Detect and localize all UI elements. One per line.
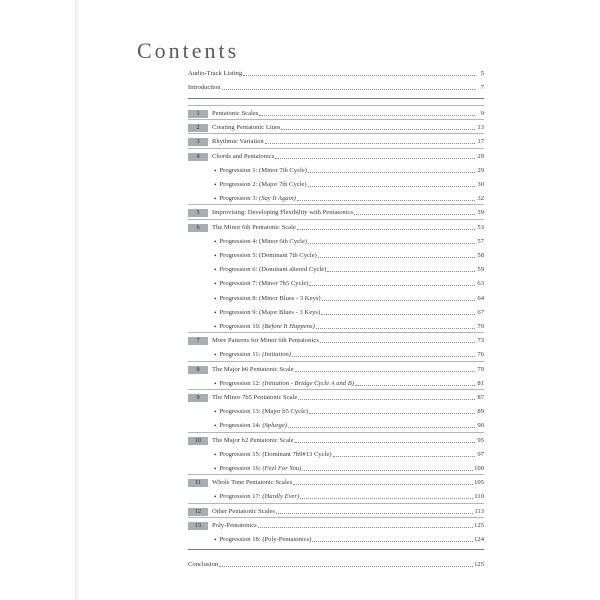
- bullet-icon: •: [214, 294, 217, 303]
- dot-leader: [219, 565, 473, 567]
- chapter-rule: [188, 119, 484, 120]
- chapter-number-badge: 3: [188, 138, 208, 146]
- page-number: 125: [474, 521, 484, 529]
- page-number: 90: [477, 422, 484, 430]
- chapter-number-badge: 11: [188, 479, 208, 487]
- toc-entry-progression[interactable]: [188, 248, 484, 260]
- dot-leader: [316, 327, 475, 329]
- toc-entry-progression[interactable]: [188, 447, 484, 459]
- toc-entry-progression[interactable]: [188, 376, 484, 388]
- entry-label: Other Pentatonic Scales: [212, 507, 275, 515]
- toc-entry-chapter[interactable]: [188, 504, 484, 516]
- dot-leader: [222, 88, 475, 90]
- page-number: 9: [480, 110, 484, 117]
- dot-leader: [288, 426, 475, 428]
- chapter-rule: [188, 361, 484, 362]
- chapter-number-badge: 2: [188, 124, 208, 132]
- toc-entry-progression[interactable]: [188, 404, 484, 416]
- page-number: 97: [477, 450, 484, 458]
- chapter-rule: [188, 105, 484, 106]
- entry-label: Pentatonic Scales: [212, 110, 259, 117]
- bullet-icon: •: [214, 237, 217, 246]
- chapter-number-badge: 5: [188, 209, 208, 217]
- page-number: 57: [477, 237, 484, 245]
- section-divider: [188, 549, 484, 550]
- dot-leader: [355, 384, 475, 386]
- chapter-rule: [188, 204, 484, 205]
- toc-entry-progression[interactable]: [188, 177, 484, 189]
- toc-entry-chapter[interactable]: [188, 475, 484, 487]
- entry-label-italic: (Say It Again): [259, 195, 296, 203]
- entry-label: Progression 12: (Initiation - Bridge Cycle A and B): [219, 379, 354, 387]
- dot-leader: [243, 74, 475, 76]
- bullet-icon: •: [214, 493, 217, 502]
- entry-label-italic: (Initiation): [262, 351, 292, 359]
- toc-entry-front-matter[interactable]: [188, 66, 484, 78]
- dot-leader: [298, 398, 475, 400]
- bullet-icon: •: [214, 252, 217, 260]
- chapter-rule: [188, 389, 484, 390]
- entry-label: Progression 17: (Hardly Ever): [219, 493, 300, 501]
- page-number: 76: [477, 351, 484, 359]
- toc-entry-chapter[interactable]: [188, 220, 484, 232]
- page-number: 73: [477, 337, 484, 345]
- entry-label: The Minor 6th Pentatonic Scale: [212, 223, 296, 231]
- toc-entry-back-matter[interactable]: [188, 557, 484, 569]
- page-number: 105: [474, 479, 484, 487]
- dot-leader: [333, 455, 475, 457]
- entry-label: Progression 1: (Minor 7th Cycle): [219, 166, 307, 174]
- dot-leader: [258, 526, 473, 528]
- toc-entry-chapter[interactable]: [188, 518, 484, 530]
- toc-entry-chapter[interactable]: [188, 333, 484, 345]
- page-number: 17: [477, 138, 484, 146]
- entry-label: Creating Pentatonic Lines: [212, 124, 281, 132]
- chapter-number-badge: 4: [188, 153, 208, 161]
- page-number: 67: [477, 308, 484, 316]
- dot-leader: [297, 228, 475, 230]
- entry-label: Progression 15: (Dominant 7b9#13 Cycle): [219, 450, 332, 458]
- dot-leader: [321, 313, 475, 315]
- toc-entry-progression[interactable]: [188, 319, 484, 331]
- entry-label: Progression 8: (Minor Blues - 3 Keys): [219, 294, 321, 302]
- dot-leader: [265, 142, 475, 144]
- dot-leader: [308, 171, 475, 173]
- entry-label: The Minor 7b5 Pentatonic Scale: [212, 394, 298, 401]
- page-number: 81: [477, 379, 484, 387]
- toc-entry-chapter[interactable]: [188, 106, 484, 118]
- chapter-number-badge: 12: [188, 508, 208, 516]
- page-number: 100: [474, 465, 484, 472]
- page-number: 95: [477, 436, 484, 444]
- entry-label: Whole Tone Pentatonic Scales: [212, 479, 293, 487]
- chapter-rule: [188, 133, 484, 134]
- chapter-number-badge: 8: [188, 366, 208, 374]
- toc-entry-progression[interactable]: [188, 305, 484, 317]
- dot-leader: [308, 185, 475, 187]
- page-number: 125: [474, 561, 484, 569]
- section-divider: [188, 98, 484, 99]
- page-number: 58: [477, 252, 484, 259]
- entry-label: Introduction: [188, 84, 221, 91]
- toc-entry-progression[interactable]: [188, 163, 484, 175]
- chapter-rule: [188, 219, 484, 220]
- dot-leader: [276, 512, 473, 514]
- dot-leader: [309, 284, 475, 286]
- entry-label: Progression 13: (Major b5 Cycle): [219, 408, 309, 416]
- page-number: 59: [477, 266, 484, 274]
- page-number: 79: [477, 365, 484, 373]
- toc-entry-chapter[interactable]: [188, 134, 484, 146]
- toc-entry-progression[interactable]: [188, 489, 484, 501]
- toc-entry-chapter[interactable]: [188, 120, 484, 132]
- toc-entry-progression[interactable]: [188, 347, 484, 359]
- dot-leader: [259, 114, 475, 116]
- entry-label: Progression 2: (Major 7th Cycle): [219, 181, 307, 188]
- bullet-icon: •: [214, 166, 217, 175]
- page-number: 63: [477, 280, 484, 288]
- bullet-icon: •: [214, 280, 217, 289]
- entry-label: More Patterns for Minor 6th Pentatonics: [212, 337, 319, 345]
- entry-label-italic: (Hardly Ever): [262, 493, 300, 501]
- toc-entry-progression[interactable]: [188, 291, 484, 303]
- toc-entry-chapter[interactable]: [188, 433, 484, 445]
- entry-label: Progression 5: (Dominant 7th Cycle): [219, 252, 317, 259]
- chapter-rule: [188, 517, 484, 518]
- dot-leader: [281, 128, 475, 130]
- entry-label: The Major b6 Pentatonic Scale: [212, 365, 294, 373]
- entry-label-italic: (Initiation - Bridge Cycle A and B): [262, 379, 354, 387]
- entry-label: Rhythmic Variation: [212, 138, 264, 146]
- dot-leader: [295, 441, 475, 443]
- chapter-rule: [188, 332, 484, 333]
- toc-entry-chapter[interactable]: [188, 390, 484, 402]
- toc-entry-progression[interactable]: [188, 276, 484, 288]
- page-number: 113: [474, 507, 484, 515]
- bullet-icon: •: [214, 379, 217, 388]
- dot-leader: [312, 540, 473, 542]
- entry-label: Progression 10: (Before It Happens): [219, 323, 315, 330]
- dot-leader: [297, 199, 475, 201]
- toc-entry-progression[interactable]: [188, 418, 484, 430]
- toc-entry-front-matter[interactable]: [188, 80, 484, 92]
- entry-label: Progression 18: (Poly-Pentatonics): [219, 536, 312, 543]
- page-spine-shadow: [75, 0, 80, 600]
- page-number: 124: [474, 536, 484, 543]
- chapter-number-badge: 10: [188, 437, 208, 445]
- chapter-number-badge: 1: [188, 110, 208, 118]
- entry-label-italic: (Feel For You): [262, 465, 302, 472]
- chapter-rule: [188, 503, 484, 504]
- page-number: 13: [477, 124, 484, 132]
- dot-leader: [354, 213, 475, 215]
- chapter-rule: [188, 474, 484, 475]
- toc-entry-chapter[interactable]: [188, 149, 484, 161]
- entry-label: Chords and Pentatonics: [212, 152, 275, 160]
- entry-label: Progression 14: (Splurge): [219, 422, 287, 430]
- dot-leader: [275, 157, 475, 159]
- dot-leader: [308, 242, 475, 244]
- page-number: 29: [477, 166, 484, 174]
- entry-label: Poly-Pentatonics: [212, 521, 257, 529]
- page-number: 87: [477, 394, 484, 401]
- dot-leader: [322, 299, 475, 301]
- bullet-icon: •: [214, 323, 217, 331]
- entry-label: Progression 11: (Initiation): [219, 351, 292, 359]
- page-title: Contents: [137, 38, 240, 63]
- dot-leader: [300, 497, 473, 499]
- bullet-icon: •: [214, 181, 217, 189]
- entry-label: Progression 16: (Feel For You): [219, 465, 302, 472]
- bullet-icon: •: [214, 536, 217, 544]
- dot-leader: [293, 483, 473, 485]
- page-number: 64: [477, 294, 484, 302]
- page-number: 5: [480, 70, 484, 77]
- entry-label: Progression 6: (Dominant altered Cycle): [219, 266, 327, 274]
- page-number: 7: [480, 84, 484, 91]
- page-number: 32: [477, 195, 484, 203]
- bullet-icon: •: [214, 266, 217, 275]
- dot-leader: [327, 270, 475, 272]
- page-number: 70: [477, 323, 484, 330]
- entry-label: Improvising: Developing Flexibility with Pentatonics: [212, 209, 354, 217]
- entry-label: Progression 7: (Minor 7b5 Cycle): [219, 280, 309, 288]
- bullet-icon: •: [214, 195, 217, 204]
- bullet-icon: •: [214, 450, 217, 459]
- page-number: 29: [477, 152, 484, 160]
- entry-label: Audio-Track Listing: [188, 70, 243, 77]
- page-number: 30: [477, 181, 484, 188]
- entry-label: Progression 3: (Say It Again): [219, 195, 296, 203]
- entry-label: Conclusion: [188, 561, 219, 569]
- dot-leader: [302, 469, 473, 471]
- toc-entry-chapter[interactable]: [188, 362, 484, 374]
- chapter-number-badge: 7: [188, 337, 208, 345]
- page-number: 53: [477, 223, 484, 231]
- dot-leader: [295, 370, 475, 372]
- chapter-number-badge: 13: [188, 522, 208, 530]
- page-number: 39: [477, 209, 484, 217]
- dot-leader: [320, 341, 475, 343]
- dot-leader: [292, 355, 475, 357]
- toc-entry-chapter[interactable]: [188, 205, 484, 217]
- toc-entry-progression[interactable]: [188, 262, 484, 274]
- chapter-number-badge: 6: [188, 224, 208, 232]
- page-number: 110: [474, 493, 484, 501]
- entry-label-italic: (Splurge): [262, 422, 287, 430]
- entry-label: Progression 9: (Major Blues - 3 Keys): [219, 308, 321, 316]
- chapter-rule: [188, 432, 484, 433]
- chapter-number-badge: 9: [188, 394, 208, 402]
- bullet-icon: •: [214, 422, 217, 431]
- entry-label: Progression 4: (Minor 6th Cycle): [219, 237, 307, 245]
- page-number: 89: [477, 408, 484, 416]
- bullet-icon: •: [214, 408, 217, 417]
- toc-entry-progression[interactable]: [188, 532, 484, 544]
- chapter-rule: [188, 148, 484, 149]
- toc-entry-progression[interactable]: [188, 234, 484, 246]
- bullet-icon: •: [214, 308, 217, 317]
- dot-leader: [318, 256, 475, 258]
- bullet-icon: •: [214, 351, 217, 360]
- entry-label: The Major b2 Pentatonic Scale: [212, 436, 294, 444]
- bullet-icon: •: [214, 465, 217, 473]
- entry-label-italic: (Before It Happens): [262, 323, 315, 330]
- toc-entry-progression[interactable]: [188, 461, 484, 473]
- dot-leader: [309, 412, 475, 414]
- toc-entry-progression[interactable]: [188, 191, 484, 203]
